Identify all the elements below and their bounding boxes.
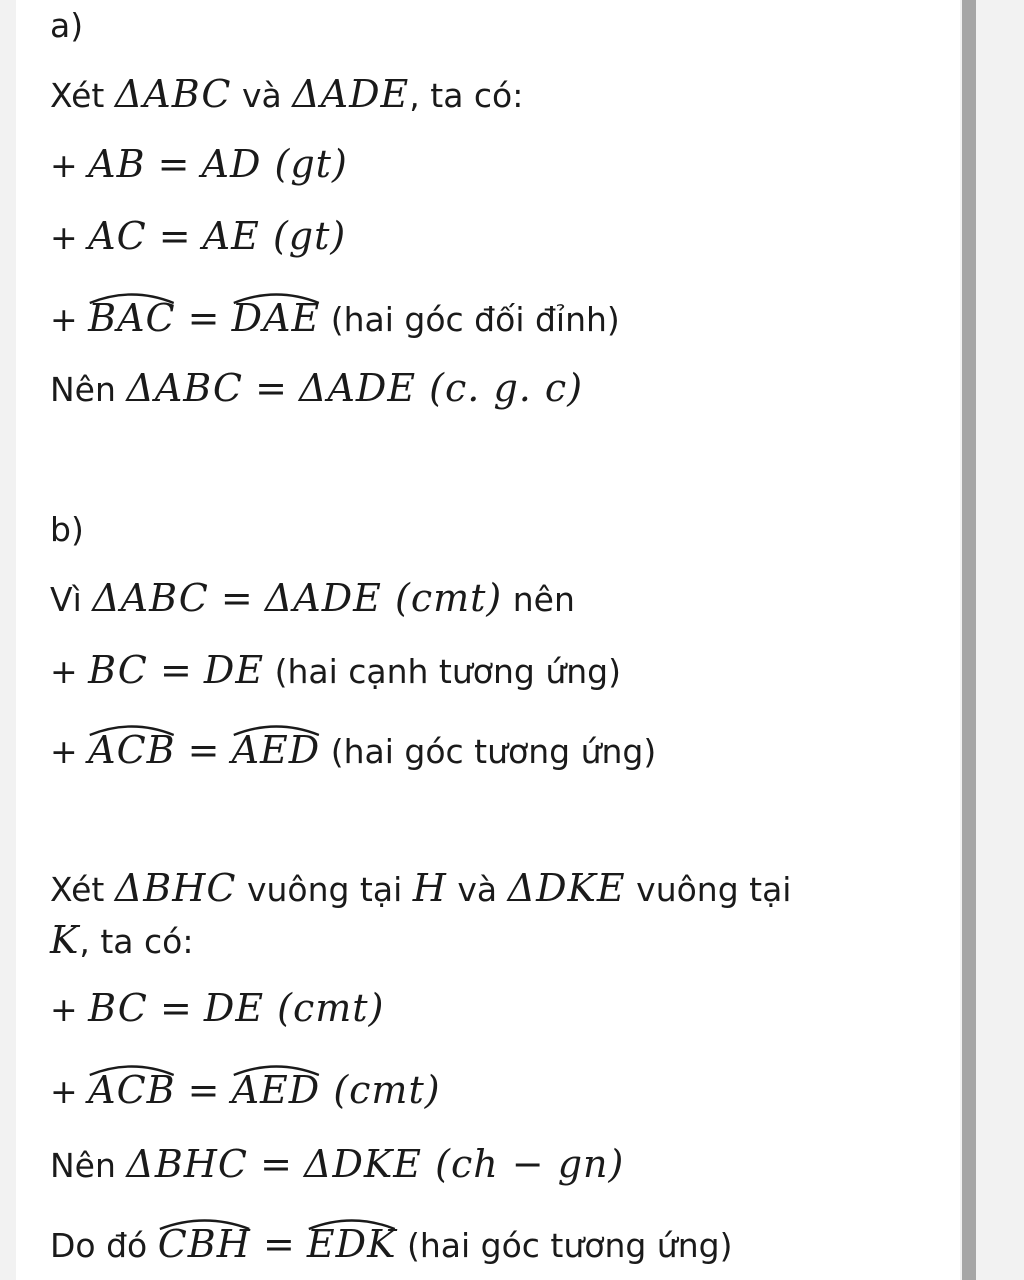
angle-cbh: CBH	[158, 1222, 251, 1266]
scrollbar[interactable]	[962, 0, 976, 1280]
part-a-label: a)	[50, 6, 84, 45]
arc-hat-icon	[232, 722, 321, 736]
angle-aed: AED	[232, 728, 321, 772]
part-a-line-3: + AC = AE (gt)	[50, 214, 347, 258]
part-b-line-9: Do đó CBH = EDK (hai góc tương ứng)	[50, 1222, 732, 1268]
arc-hat-icon	[88, 290, 175, 304]
angle-edk: EDK	[307, 1222, 397, 1266]
part-b-line-2: + BC = DE (hai cạnh tương ứng)	[50, 648, 621, 692]
arc-hat-icon	[158, 1216, 251, 1230]
part-b-label: b)	[50, 510, 84, 549]
part-b-line-7: + ACB = AED (cmt)	[50, 1068, 441, 1114]
part-a-line-4: + BAC = DAE (hai góc đối đỉnh)	[50, 296, 620, 342]
part-a-line-2: + AB = AD (gt)	[50, 142, 348, 186]
part-a-line-5: Nên ΔABC = ΔADE (c. g. c)	[50, 366, 584, 410]
angle-aed: AED	[232, 1068, 321, 1112]
arc-hat-icon	[307, 1216, 397, 1230]
arc-hat-icon	[88, 722, 175, 736]
angle-acb: ACB	[88, 1068, 175, 1112]
angle-dae: DAE	[232, 296, 321, 340]
angle-bac: BAC	[88, 296, 175, 340]
arc-hat-icon	[88, 1062, 175, 1076]
arc-hat-icon	[232, 290, 321, 304]
part-b-line-4: Xét ΔBHC vuông tại H và ΔDKE vuông tại	[50, 866, 792, 910]
part-b-line-5: K, ta có:	[50, 918, 194, 962]
part-b-line-1: Vì ΔABC = ΔADE (cmt) nên	[50, 576, 575, 620]
part-b-line-3: + ACB = AED (hai góc tương ứng)	[50, 728, 656, 774]
part-b-line-8: Nên ΔBHC = ΔDKE (ch − gn)	[50, 1142, 625, 1186]
angle-acb: ACB	[88, 728, 175, 772]
part-b-line-6: + BC = DE (cmt)	[50, 986, 385, 1030]
arc-hat-icon	[232, 1062, 321, 1076]
part-a-line-1: Xét ΔABC và ΔADE, ta có:	[50, 72, 524, 116]
